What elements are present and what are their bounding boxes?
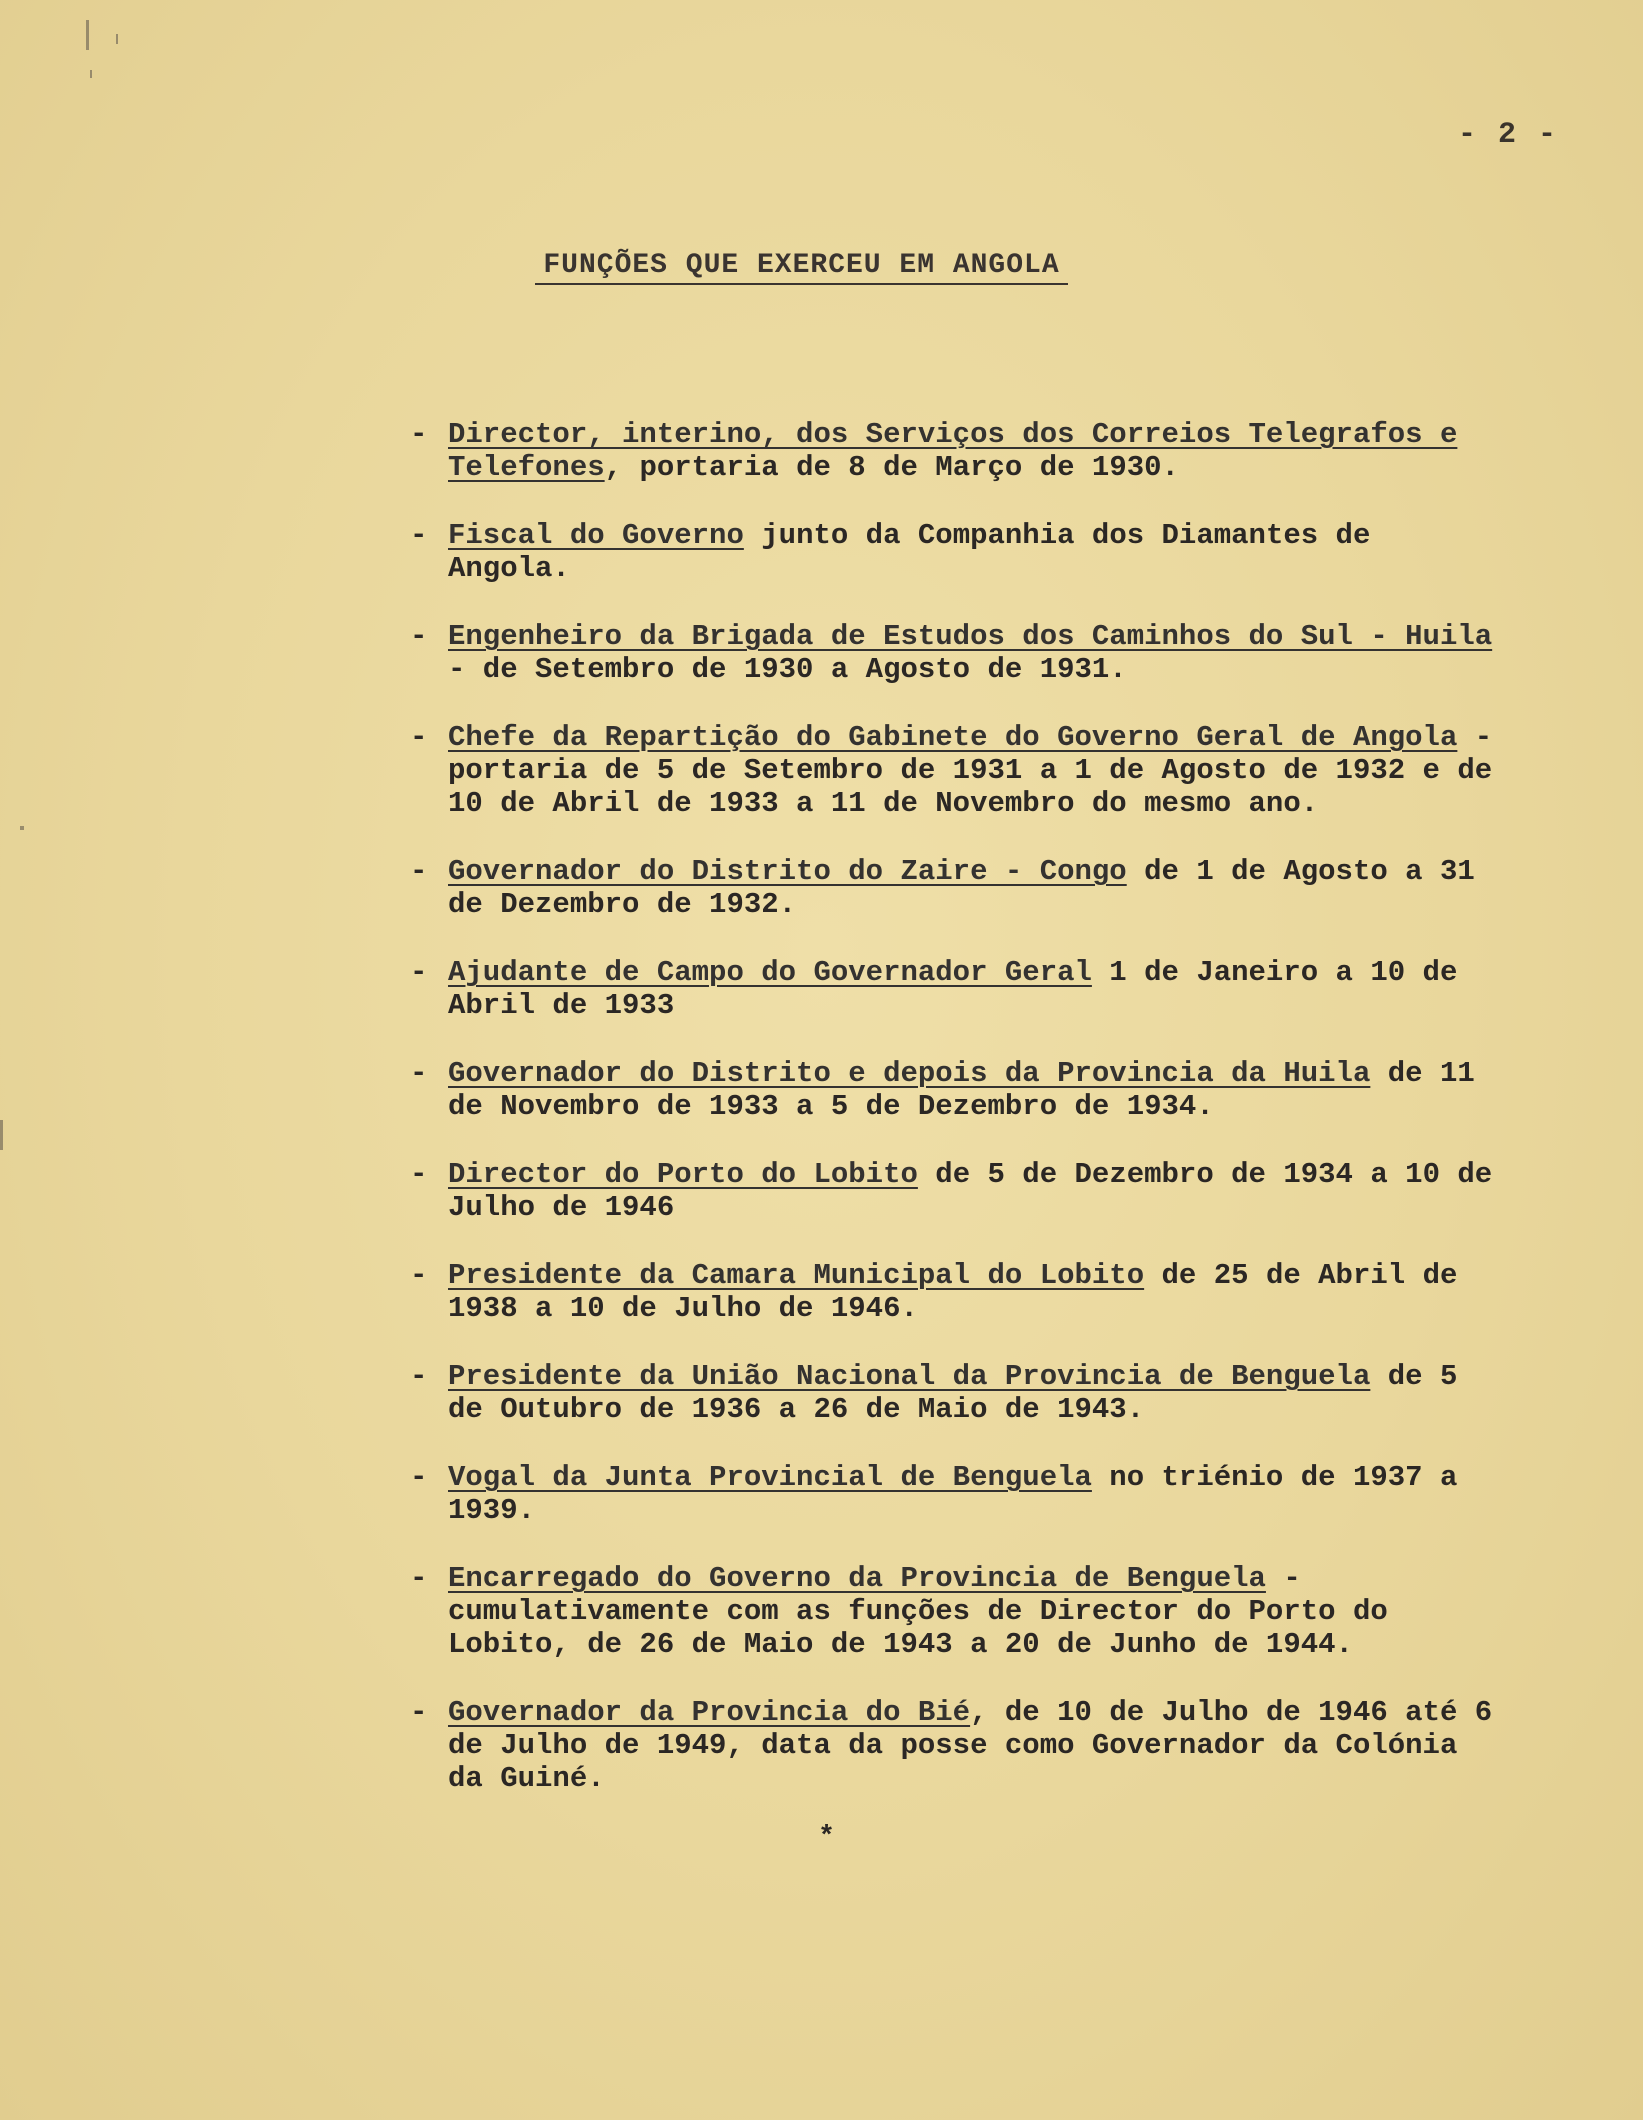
role-title: Vogal da Junta Provincial de Benguela xyxy=(448,1461,1092,1494)
list-item xyxy=(410,1696,1500,1795)
edge-mark xyxy=(0,1120,3,1150)
role-title: Director do Porto do Lobito xyxy=(448,1158,918,1191)
bullet-dash: - xyxy=(410,418,428,451)
role-detail: junto da Companhia dos Diamantes de Angola. xyxy=(448,519,1371,585)
list-item xyxy=(410,1259,1500,1325)
bullet-dash: - xyxy=(410,519,428,552)
list-item xyxy=(410,1461,1500,1527)
bullet-dash: - xyxy=(410,1696,428,1729)
end-mark: * xyxy=(818,1822,835,1853)
role-detail: de 5 de Dezembro de 1934 a 10 de Julho de 1946 xyxy=(448,1158,1493,1224)
role-detail: de 5 de Outubro de 1936 a 26 de Maio de 1943. xyxy=(448,1360,1458,1426)
edge-mark xyxy=(86,20,89,50)
bullet-dash: - xyxy=(410,620,428,653)
role-title: Chefe da Repartição do Gabinete do Governo Geral de Angola xyxy=(448,721,1458,754)
page-title xyxy=(0,250,1643,285)
list-item xyxy=(410,855,1500,921)
edge-mark xyxy=(20,826,24,830)
list-item xyxy=(410,1562,1500,1661)
bullet-dash: - xyxy=(410,956,428,989)
list-item xyxy=(410,1057,1500,1123)
role-detail: - portaria de 5 de Setembro de 1931 a 1 de Agosto de 1932 e de 10 de Abril de 1933 a 11 de Novembro do mesmo ano. xyxy=(448,721,1493,820)
page-title-text: FUNÇÕES QUE EXERCEU EM ANGOLA xyxy=(535,250,1067,285)
role-detail: - cumulativamente com as funções de Director do Porto do Lobito, de 26 de Maio de 1943 a 20 de Junho de 1944. xyxy=(448,1562,1388,1661)
list-item xyxy=(410,1360,1500,1426)
bullet-dash: - xyxy=(410,1360,428,1393)
role-title: Governador do Distrito e depois da Provincia da Huila xyxy=(448,1057,1371,1090)
edge-mark xyxy=(90,70,92,78)
edge-mark xyxy=(116,34,118,44)
roles-list xyxy=(410,418,1500,1830)
list-item xyxy=(410,721,1500,820)
role-detail: de 1 de Agosto a 31 de Dezembro de 1932. xyxy=(448,855,1475,921)
role-detail: , portaria de 8 de Março de 1930. xyxy=(604,451,1179,484)
role-title: Governador do Distrito do Zaire - Congo xyxy=(448,855,1127,888)
role-title: Director, interino, dos Serviços dos Correios Telegrafos e Telefones xyxy=(448,418,1458,484)
role-title: Ajudante de Campo do Governador Geral xyxy=(448,956,1092,989)
role-title: Fiscal do Governo xyxy=(448,519,744,552)
role-detail: de 11 de Novembro de 1933 a 5 de Dezembro de 1934. xyxy=(448,1057,1475,1123)
bullet-dash: - xyxy=(410,855,428,888)
role-title: Presidente da União Nacional da Provincia de Benguela xyxy=(448,1360,1371,1393)
role-title: Presidente da Camara Municipal do Lobito xyxy=(448,1259,1145,1292)
bullet-dash: - xyxy=(410,1461,428,1494)
role-title: Governador da Provincia do Bié xyxy=(448,1696,971,1729)
role-title: Encarregado do Governo da Provincia de Benguela xyxy=(448,1562,1266,1595)
list-item xyxy=(410,1158,1500,1224)
bullet-dash: - xyxy=(410,1259,428,1292)
page-number: - 2 - xyxy=(1457,118,1558,152)
role-detail: de 25 de Abril de 1938 a 10 de Julho de 1946. xyxy=(448,1259,1458,1325)
role-detail: no triénio de 1937 a 1939. xyxy=(448,1461,1458,1527)
list-item xyxy=(410,418,1500,484)
role-detail: , de 10 de Julho de 1946 até 6 de Julho de 1949, data da posse como Governador da Colónia da Guiné. xyxy=(448,1696,1493,1795)
list-item xyxy=(410,519,1500,585)
bullet-dash: - xyxy=(410,1562,428,1595)
bullet-dash: - xyxy=(410,1057,428,1090)
bullet-dash: - xyxy=(410,1158,428,1191)
role-title: Engenheiro da Brigada de Estudos dos Caminhos do Sul - Huila xyxy=(448,620,1493,653)
role-detail: 1 de Janeiro a 10 de Abril de 1933 xyxy=(448,956,1458,1022)
role-detail: - de Setembro de 1930 a Agosto de 1931. xyxy=(448,653,1127,686)
bullet-dash: - xyxy=(410,721,428,754)
list-item xyxy=(410,620,1500,686)
list-item xyxy=(410,956,1500,1022)
